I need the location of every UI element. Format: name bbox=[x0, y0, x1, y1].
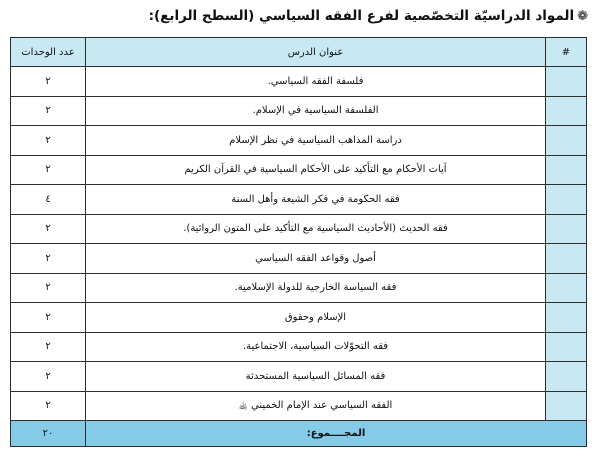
table-row bbox=[11, 391, 587, 421]
table-row bbox=[11, 214, 587, 244]
row-units: ٢ bbox=[11, 155, 86, 185]
header-number: # bbox=[546, 38, 587, 67]
heading-text: المواد الدراسيّة التخصّصية لفرع الفقه السياسي (السطح الرابع): bbox=[148, 8, 575, 24]
row-title: الإسلام وحقوق bbox=[86, 303, 546, 333]
row-number bbox=[546, 155, 587, 185]
flower-bullet-icon: ❁ bbox=[577, 9, 588, 24]
table-row bbox=[11, 126, 587, 156]
table-header-row bbox=[11, 38, 587, 67]
table-row bbox=[11, 96, 587, 126]
row-title: الفقه السياسي عند الإمام الخميني ﵀ bbox=[86, 391, 546, 421]
row-units: ٤ bbox=[11, 185, 86, 215]
section-heading bbox=[12, 8, 588, 32]
table-row bbox=[11, 244, 587, 274]
table-row bbox=[11, 303, 587, 333]
row-number bbox=[546, 362, 587, 392]
row-number bbox=[546, 273, 587, 303]
table-row bbox=[11, 273, 587, 303]
row-number bbox=[546, 96, 587, 126]
row-number bbox=[546, 244, 587, 274]
row-title: آيات الأحكام مع التأكيد على الأحكام السياسية في القرآن الكريم bbox=[86, 155, 546, 185]
row-units: ٢ bbox=[11, 303, 86, 333]
row-title: فقه السياسة الخارجية للدولة الإسلامية. bbox=[86, 273, 546, 303]
row-title: فلسفة الفقه السياسي. bbox=[86, 67, 546, 97]
row-units: ٢ bbox=[11, 67, 86, 97]
row-units: ٢ bbox=[11, 332, 86, 362]
curriculum-table bbox=[10, 37, 587, 447]
table-row bbox=[11, 155, 587, 185]
row-title: فقه الحكومة في فكر الشيعة وأهل السنة bbox=[86, 185, 546, 215]
row-title: دراسة المذاهب السياسية في نظر الإسلام bbox=[86, 126, 546, 156]
row-number bbox=[546, 332, 587, 362]
row-number bbox=[546, 126, 587, 156]
row-number bbox=[546, 214, 587, 244]
table-row bbox=[11, 185, 587, 215]
row-number bbox=[546, 67, 587, 97]
row-number bbox=[546, 303, 587, 333]
row-units: ٢ bbox=[11, 362, 86, 392]
header-title: عنوان الدرس bbox=[86, 38, 546, 67]
row-title: فقه المسائل السياسية المستحدثة bbox=[86, 362, 546, 392]
table-row bbox=[11, 362, 587, 392]
table-row bbox=[11, 67, 587, 97]
row-number bbox=[546, 391, 587, 421]
row-units: ٢ bbox=[11, 126, 86, 156]
row-units: ٢ bbox=[11, 96, 86, 126]
row-units: ٢ bbox=[11, 214, 86, 244]
total-label: المجــــموع: bbox=[86, 421, 587, 447]
total-row bbox=[11, 421, 587, 447]
table-row bbox=[11, 332, 587, 362]
row-title: فقه التحوّلات السياسية، الاجتماعية. bbox=[86, 332, 546, 362]
row-units: ٢ bbox=[11, 244, 86, 274]
row-units: ٢ bbox=[11, 391, 86, 421]
table-body bbox=[11, 67, 587, 421]
row-title: الفلسفة السياسية في الإسلام. bbox=[86, 96, 546, 126]
row-title: فقه الحديث (الأحاديث السياسية مع التأكيد على المتون الروائية). bbox=[86, 214, 546, 244]
row-number bbox=[546, 185, 587, 215]
total-units: ٢٠ bbox=[11, 421, 86, 447]
row-title: أصول وقواعد الفقه السياسي bbox=[86, 244, 546, 274]
row-units: ٢ bbox=[11, 273, 86, 303]
header-units: عدد الوحدات bbox=[11, 38, 86, 67]
